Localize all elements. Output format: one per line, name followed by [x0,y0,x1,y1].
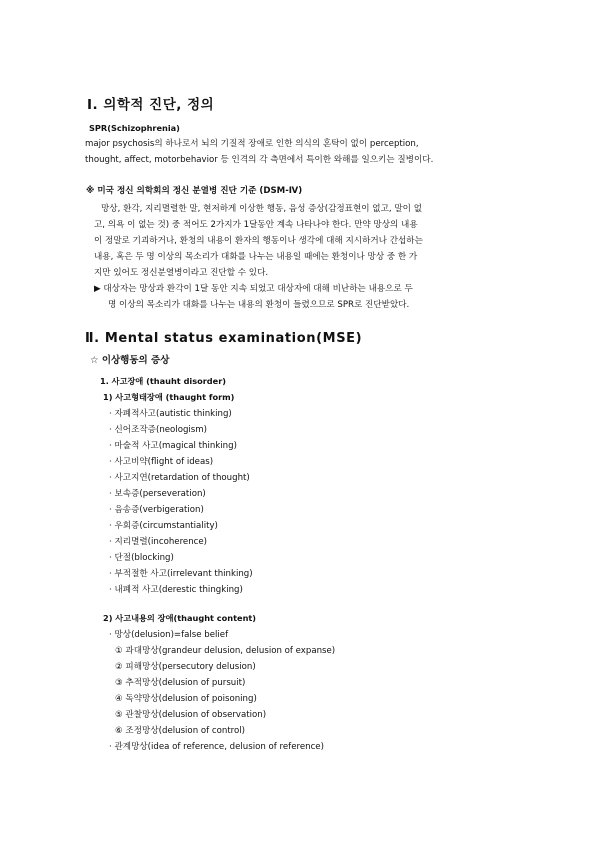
criteria-line: 망상, 환각, 지리멸렬한 말, 현저하게 이상한 행동, 음성 증상(감정표현이 없고, 말이 없 [101,204,423,214]
form-item: · 부적절한 사고(irrelevant thinking) [109,569,253,579]
reference-line: · 관계망상(idea of reference, delusion of reference) [109,742,324,752]
form-item: · 신어조작증(neologism) [109,425,208,435]
criteria-line: 고, 의욕 이 없는 것) 중 적어도 2가지가 1달동안 계속 나타나야 한다. 만약 망상의 내용 [94,220,418,230]
spr-label: SPR(Schizophrenia) [89,123,180,133]
content-heading: 2) 사고내용의 장애(thaught content) [103,613,257,623]
form-item: · 마술적 사고(magical thinking) [109,441,237,451]
criteria-line: 이 정말로 기괴하거나, 환청의 내용이 환자의 행동이나 생각에 대해 지시하거나 간섭하는 [94,236,423,246]
section1-title: Ⅰ. 의학적 진단, 정의 [87,97,215,113]
form-item: · 보속증(perseveration) [109,489,206,499]
criteria-line: 내용, 혹은 두 명 이상의 목소리가 대화를 나누는 내용일 때에는 환청이나 망상 중 한 가 [94,252,418,262]
form-item: · 사고지연(retardation of thought) [109,473,250,483]
delusion-line: · 망상(delusion)=false belief [109,630,229,640]
form-item: · 음송증(verbigeration) [109,505,204,515]
form-item: · 단절(blocking) [109,553,174,563]
delusion-item: ② 피해망상(persecutory delusion) [115,662,256,672]
delusion-item: ⑤ 관찰망상(delusion of observation) [115,710,267,720]
form-item: · 자폐적사고(autistic thinking) [109,409,232,419]
form-item: · 내폐적 사고(derestic thingking) [109,585,243,595]
delusion-item: ③ 추적망상(delusion of pursuit) [115,678,246,688]
section2-subtitle: ☆ 이상행동의 증상 [90,355,170,366]
note-line: ▶ 대상자는 망상과 환각이 1달 동안 지속 되었고 대상자에 대해 비난하는 내용으로 두 [94,284,413,294]
definition-line-1: major psychosis의 하나로서 뇌의 기질적 장애로 인한 의식의 혼탁이 없이 perception, [85,139,419,149]
delusion-item: ① 과대망상(grandeur delusion, delusion of expanse) [115,646,336,656]
delusion-item: ⑥ 조정망상(delusion of control) [115,726,246,736]
form-item: · 지리멸렬(incoherence) [109,537,208,547]
form-item: · 사고비약(flight of ideas) [109,457,214,467]
definition-line-2: thought, affect, motorbehavior 등 인격의 각 측면에서 특이한 와해를 일으키는 질병이다. [85,155,434,165]
item-thought-disorder: 1. 사고장애 (thauht disorder) [100,376,226,386]
delusion-item: ④ 독약망상(delusion of poisoning) [115,694,257,704]
form-heading: 1) 사고형태장애 (thaught form) [103,392,235,402]
section2-title: Ⅱ. Mental status examination(MSE) [85,331,363,346]
criteria-line: 지만 있어도 정신분열병이라고 진단할 수 있다. [94,268,269,278]
form-item: · 우회증(circumstantiality) [109,521,218,531]
criteria-heading: ※ 미국 정신 의학회의 정신 분열병 진단 기준 (DSM-Ⅳ) [86,186,303,196]
note-line: 명 이상의 목소리가 대화를 나누는 내용의 환청이 들렸으므로 SPR로 진단받았다. [108,300,410,310]
